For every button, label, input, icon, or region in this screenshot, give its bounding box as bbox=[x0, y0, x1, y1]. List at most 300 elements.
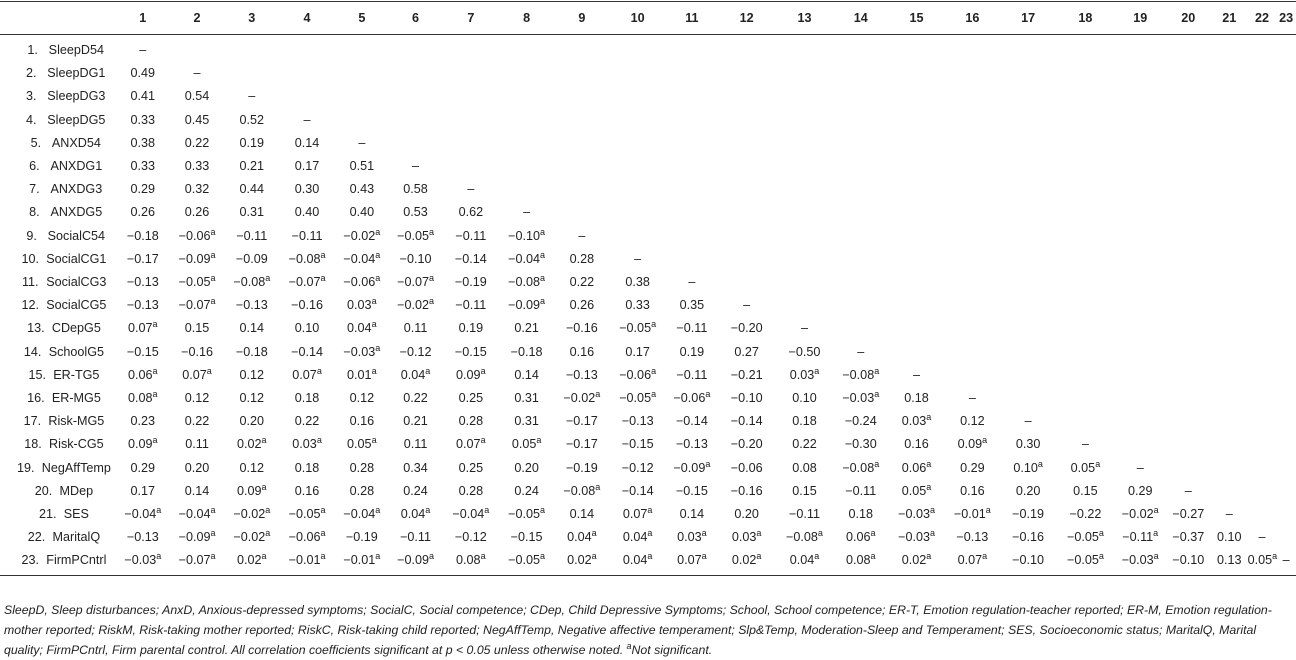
cell-value: −0.08 bbox=[842, 460, 875, 475]
not-significant-mark: a bbox=[261, 551, 267, 562]
table-cell bbox=[225, 433, 278, 456]
cell-value: −0.06 bbox=[288, 530, 321, 545]
table-cell bbox=[169, 433, 225, 456]
table-cell bbox=[776, 109, 833, 132]
variable-name: SleepD54 bbox=[48, 43, 104, 57]
cell-value: 0.02 bbox=[237, 437, 262, 452]
row-label bbox=[0, 294, 117, 317]
not-significant-mark: a bbox=[982, 551, 988, 562]
not-significant-mark: a bbox=[817, 528, 823, 539]
table-cell bbox=[1056, 109, 1114, 132]
cell-value: 0.06 bbox=[846, 530, 871, 545]
not-significant-mark: a bbox=[484, 505, 490, 516]
cell-value: −0.09 bbox=[178, 530, 211, 545]
not-significant-mark: a bbox=[265, 273, 271, 284]
table-cell bbox=[169, 503, 225, 526]
cell-value: – bbox=[1081, 437, 1089, 452]
cell-value: 0.16 bbox=[294, 483, 320, 498]
not-significant-mark: a bbox=[152, 319, 158, 330]
variable-name: SocialCG1 bbox=[46, 251, 107, 266]
table-cell bbox=[717, 480, 775, 503]
cell-value: 0.11 bbox=[185, 437, 209, 452]
row-label bbox=[0, 549, 117, 575]
table-row bbox=[0, 526, 1296, 549]
cell-value: −0.19 bbox=[345, 530, 378, 545]
cell-value: −0.02 bbox=[1121, 507, 1154, 522]
cell-value: 0.12 bbox=[239, 460, 265, 475]
not-significant-mark: a bbox=[540, 551, 546, 562]
column-header: 4 bbox=[278, 2, 335, 35]
table-cell bbox=[498, 132, 554, 155]
table-cell bbox=[225, 132, 278, 155]
table-cell bbox=[1056, 364, 1114, 387]
cell-value: 0.32 bbox=[184, 182, 210, 197]
table-cell bbox=[833, 201, 888, 224]
table-cell bbox=[945, 480, 1000, 503]
not-significant-mark: a bbox=[265, 505, 271, 516]
cell-value: 0.28 bbox=[458, 414, 484, 429]
table-cell bbox=[1000, 201, 1056, 224]
variable-name: MaritalQ bbox=[52, 530, 101, 545]
not-significant-mark: a bbox=[651, 365, 657, 376]
cell-value: – bbox=[412, 159, 420, 174]
table-cell bbox=[117, 201, 169, 224]
table-cell bbox=[336, 109, 388, 132]
table-cell bbox=[555, 225, 609, 248]
row-number: 10. bbox=[21, 251, 39, 266]
table-cell bbox=[945, 387, 1000, 410]
cell-value: – bbox=[467, 182, 475, 197]
cell-value: −0.07 bbox=[288, 275, 321, 290]
table-cell bbox=[945, 549, 1000, 575]
table-cell bbox=[833, 457, 888, 480]
table-row bbox=[0, 62, 1296, 85]
variable-name: ANXDG5 bbox=[50, 205, 103, 220]
table-cell bbox=[666, 433, 717, 456]
not-significant-mark: a bbox=[371, 319, 377, 330]
cell-value: 0.09 bbox=[128, 437, 153, 452]
not-significant-mark: a bbox=[982, 435, 988, 446]
table-cell bbox=[555, 341, 609, 364]
row-number: 6. bbox=[29, 159, 40, 174]
table-cell bbox=[555, 85, 609, 108]
not-significant-mark: a bbox=[540, 273, 546, 284]
row-number: 19. bbox=[17, 460, 35, 475]
cell-value: −0.12 bbox=[399, 344, 432, 359]
table-cell bbox=[1056, 410, 1114, 433]
table-cell bbox=[336, 457, 388, 480]
table-cell bbox=[1000, 35, 1056, 63]
table-cell bbox=[833, 526, 888, 549]
table-cell bbox=[555, 433, 609, 456]
table-cell bbox=[336, 364, 388, 387]
table-cell bbox=[1211, 225, 1248, 248]
cell-value: 0.33 bbox=[184, 159, 210, 174]
table-cell bbox=[1166, 178, 1211, 201]
column-header: 1 bbox=[117, 2, 169, 35]
table-cell bbox=[117, 480, 169, 503]
cell-value: 0.18 bbox=[792, 414, 817, 429]
cell-value: 0.41 bbox=[130, 89, 156, 104]
not-significant-mark: a bbox=[595, 481, 601, 492]
cell-value: −0.24 bbox=[844, 414, 877, 429]
not-significant-mark: a bbox=[371, 435, 377, 446]
not-significant-mark: a bbox=[540, 226, 546, 237]
table-cell bbox=[1056, 387, 1114, 410]
table-cell bbox=[443, 271, 498, 294]
table-cell bbox=[117, 132, 169, 155]
variable-name: SleepDG3 bbox=[47, 89, 106, 104]
cell-value: 0.03 bbox=[292, 437, 317, 452]
cell-value: −0.05 bbox=[397, 228, 429, 243]
table-cell bbox=[888, 178, 944, 201]
not-significant-mark: a bbox=[210, 273, 216, 284]
table-cell bbox=[1211, 503, 1248, 526]
variable-name: SocialCG5 bbox=[46, 298, 107, 313]
table-cell bbox=[717, 364, 775, 387]
table-cell bbox=[388, 155, 443, 178]
cell-value: 0.03 bbox=[347, 298, 372, 313]
table-cell bbox=[225, 178, 278, 201]
table-cell bbox=[278, 433, 335, 456]
table-cell bbox=[1000, 480, 1056, 503]
table-cell bbox=[117, 364, 169, 387]
table-cell bbox=[1276, 85, 1296, 108]
table-cell bbox=[776, 503, 833, 526]
table-cell bbox=[336, 155, 388, 178]
table-row bbox=[0, 433, 1296, 456]
table-cell bbox=[1115, 271, 1166, 294]
table-cell bbox=[443, 85, 498, 108]
table-cell bbox=[717, 109, 775, 132]
table-cell bbox=[1166, 132, 1211, 155]
table-cell bbox=[278, 294, 335, 317]
cell-value: 0.26 bbox=[130, 205, 156, 220]
table-cell bbox=[1248, 457, 1277, 480]
cell-value: −0.20 bbox=[730, 321, 763, 336]
cell-value: −0.04 bbox=[178, 507, 211, 522]
cell-value: 0.34 bbox=[403, 460, 428, 475]
cell-value: 0.29 bbox=[130, 182, 156, 197]
cell-value: – bbox=[248, 89, 256, 104]
cell-value: −0.17 bbox=[565, 414, 598, 429]
table-cell bbox=[1276, 549, 1296, 575]
table-cell bbox=[555, 410, 609, 433]
table-cell bbox=[1056, 294, 1114, 317]
footnote-mark: a bbox=[626, 641, 632, 651]
not-significant-mark: a bbox=[1153, 551, 1159, 562]
table-cell bbox=[1115, 155, 1166, 178]
table-cell bbox=[1211, 364, 1248, 387]
table-cell bbox=[666, 387, 717, 410]
row-label bbox=[0, 132, 117, 155]
table-cell bbox=[498, 387, 554, 410]
cell-value: 0.21 bbox=[403, 414, 428, 429]
column-header: 6 bbox=[388, 2, 443, 35]
cell-value: 0.27 bbox=[734, 344, 759, 359]
table-cell bbox=[225, 294, 278, 317]
cell-value: −0.07 bbox=[397, 275, 429, 290]
cell-value: −0.09 bbox=[397, 553, 429, 568]
cell-value: 0.20 bbox=[184, 460, 210, 475]
table-cell bbox=[888, 62, 944, 85]
not-significant-mark: a bbox=[870, 528, 876, 539]
cell-value: −0.02 bbox=[563, 391, 596, 406]
not-significant-mark: a bbox=[210, 528, 216, 539]
table-cell bbox=[776, 549, 833, 575]
table-cell bbox=[1211, 248, 1248, 271]
table-cell bbox=[336, 294, 388, 317]
cell-value: −0.03 bbox=[1121, 553, 1154, 568]
table-cell bbox=[945, 526, 1000, 549]
cell-value: – bbox=[688, 275, 696, 290]
cell-value: 0.21 bbox=[239, 159, 265, 174]
cell-value: 0.17 bbox=[130, 483, 156, 498]
table-cell bbox=[666, 480, 717, 503]
cell-value: – bbox=[303, 112, 311, 127]
table-cell bbox=[1166, 433, 1211, 456]
table-cell bbox=[609, 457, 666, 480]
table-cell bbox=[388, 62, 443, 85]
cell-value: 0.30 bbox=[294, 182, 320, 197]
column-header: 13 bbox=[776, 2, 833, 35]
table-cell bbox=[1000, 109, 1056, 132]
table-cell bbox=[388, 549, 443, 575]
cell-value: −0.11 bbox=[455, 298, 487, 313]
table-cell bbox=[1166, 155, 1211, 178]
row-label bbox=[0, 178, 117, 201]
table-cell bbox=[225, 549, 278, 575]
cell-value: −0.14 bbox=[454, 251, 487, 266]
table-cell bbox=[443, 457, 498, 480]
table-cell bbox=[1115, 294, 1166, 317]
table-cell bbox=[945, 317, 1000, 340]
table-cell bbox=[498, 341, 554, 364]
table-cell bbox=[555, 109, 609, 132]
table-cell bbox=[717, 549, 775, 575]
table-cell bbox=[443, 503, 498, 526]
not-significant-mark: a bbox=[428, 226, 434, 237]
cell-value: 0.04 bbox=[622, 553, 648, 568]
table-cell bbox=[169, 201, 225, 224]
table-cell bbox=[169, 480, 225, 503]
table-cell bbox=[717, 248, 775, 271]
cell-value: – bbox=[358, 135, 366, 150]
table-cell bbox=[169, 410, 225, 433]
table-cell bbox=[498, 248, 554, 271]
table-cell bbox=[169, 271, 225, 294]
table-cell bbox=[225, 155, 278, 178]
table-cell bbox=[388, 341, 443, 364]
table-cell bbox=[1276, 155, 1296, 178]
table-cell bbox=[498, 294, 554, 317]
table-cell bbox=[336, 433, 388, 456]
table-cell bbox=[278, 480, 335, 503]
header-corner bbox=[0, 2, 117, 35]
not-significant-mark: a bbox=[156, 505, 162, 516]
cell-value: −0.13 bbox=[956, 530, 989, 545]
table-cell bbox=[609, 294, 666, 317]
table-cell bbox=[1276, 248, 1296, 271]
table-cell bbox=[833, 433, 888, 456]
table-cell bbox=[498, 178, 554, 201]
table-cell bbox=[717, 132, 775, 155]
table-cell bbox=[833, 294, 888, 317]
not-significant-mark: a bbox=[320, 273, 326, 284]
table-cell bbox=[336, 85, 388, 108]
table-cell bbox=[1248, 526, 1277, 549]
cell-value: – bbox=[800, 321, 808, 336]
table-row bbox=[0, 457, 1296, 480]
table-cell bbox=[278, 503, 335, 526]
table-cell bbox=[776, 271, 833, 294]
table-cell bbox=[776, 85, 833, 108]
cell-value: 0.10 bbox=[1013, 460, 1038, 475]
not-significant-mark: a bbox=[428, 296, 434, 307]
variable-name: ER-TG5 bbox=[53, 367, 100, 382]
table-cell bbox=[1276, 271, 1296, 294]
table-cell bbox=[388, 248, 443, 271]
not-significant-mark: a bbox=[371, 296, 377, 307]
table-cell bbox=[1276, 341, 1296, 364]
cell-value: −0.02 bbox=[397, 298, 429, 313]
not-significant-mark: a bbox=[316, 435, 322, 446]
table-cell bbox=[1211, 132, 1248, 155]
table-cell bbox=[1211, 85, 1248, 108]
table-cell bbox=[1166, 201, 1211, 224]
table-cell bbox=[388, 201, 443, 224]
table-cell bbox=[555, 155, 609, 178]
table-cell bbox=[443, 155, 498, 178]
cell-value: 0.12 bbox=[239, 391, 265, 406]
cell-value: −0.08 bbox=[786, 530, 818, 545]
table-cell bbox=[609, 178, 666, 201]
table-cell bbox=[555, 294, 609, 317]
table-cell bbox=[666, 248, 717, 271]
table-cell bbox=[388, 85, 443, 108]
table-cell bbox=[117, 433, 169, 456]
row-label bbox=[0, 317, 117, 340]
row-number: 12. bbox=[21, 298, 39, 313]
cell-value: −0.03 bbox=[124, 553, 157, 568]
table-cell bbox=[609, 132, 666, 155]
cell-value: 0.08 bbox=[456, 553, 481, 568]
table-cell bbox=[945, 271, 1000, 294]
cell-value: 0.14 bbox=[514, 367, 539, 382]
table-cell bbox=[443, 433, 498, 456]
table-cell bbox=[776, 178, 833, 201]
table-cell bbox=[666, 178, 717, 201]
table-cell bbox=[117, 155, 169, 178]
cell-value: −0.16 bbox=[181, 344, 213, 359]
table-cell bbox=[278, 364, 335, 387]
table-cell bbox=[278, 341, 335, 364]
table-cell bbox=[609, 109, 666, 132]
cell-value: −0.17 bbox=[126, 251, 159, 266]
table-cell bbox=[169, 132, 225, 155]
table-cell bbox=[717, 387, 775, 410]
table-cell bbox=[1056, 201, 1114, 224]
cell-value: 0.35 bbox=[679, 298, 705, 313]
table-cell bbox=[1276, 294, 1296, 317]
cell-value: −0.05 bbox=[619, 391, 652, 406]
table-cell bbox=[443, 225, 498, 248]
table-cell bbox=[1000, 248, 1056, 271]
row-number: 8. bbox=[29, 205, 40, 220]
table-cell bbox=[945, 225, 1000, 248]
table-cell bbox=[498, 85, 554, 108]
table-cell bbox=[1166, 225, 1211, 248]
table-cell bbox=[388, 317, 443, 340]
cell-value: 0.14 bbox=[679, 507, 705, 522]
cell-value: 0.07 bbox=[622, 507, 648, 522]
correlation-table bbox=[0, 1, 1296, 576]
table-cell bbox=[225, 248, 278, 271]
table-cell bbox=[1248, 410, 1277, 433]
table-cell bbox=[1276, 364, 1296, 387]
table-cell bbox=[1211, 387, 1248, 410]
row-number: 20. bbox=[34, 483, 53, 498]
table-cell bbox=[1166, 317, 1211, 340]
table-cell bbox=[1056, 503, 1114, 526]
table-cell bbox=[555, 364, 609, 387]
row-number: 22. bbox=[27, 530, 46, 545]
table-cell bbox=[555, 549, 609, 575]
row-label bbox=[0, 201, 117, 224]
row-label bbox=[0, 155, 117, 178]
cell-value: 0.05 bbox=[347, 437, 372, 452]
table-cell bbox=[1056, 35, 1114, 63]
table-cell bbox=[1248, 503, 1277, 526]
cell-value: 0.20 bbox=[1015, 483, 1041, 498]
cell-value: −0.07 bbox=[178, 553, 211, 568]
column-header: 7 bbox=[443, 2, 498, 35]
cell-value: 0.19 bbox=[458, 321, 484, 336]
variable-name: CDepG5 bbox=[51, 321, 101, 336]
table-cell bbox=[717, 457, 775, 480]
table-cell bbox=[1248, 155, 1277, 178]
row-number: 7. bbox=[29, 182, 40, 197]
cell-value: −0.14 bbox=[621, 483, 654, 498]
row-label bbox=[0, 457, 117, 480]
cell-value: 0.20 bbox=[514, 460, 539, 475]
cell-value: 0.02 bbox=[567, 553, 592, 568]
table-cell bbox=[498, 526, 554, 549]
not-significant-mark: a bbox=[926, 458, 932, 469]
row-label bbox=[0, 364, 117, 387]
not-significant-mark: a bbox=[375, 226, 381, 237]
not-significant-mark: a bbox=[874, 365, 880, 376]
cell-value: 0.04 bbox=[567, 530, 592, 545]
table-cell bbox=[498, 62, 554, 85]
cell-value: 0.08 bbox=[846, 553, 871, 568]
table-cell bbox=[833, 503, 888, 526]
not-significant-mark: a bbox=[320, 551, 326, 562]
cell-value: −0.09 bbox=[673, 460, 706, 475]
table-cell bbox=[1166, 35, 1211, 63]
cell-value: 0.38 bbox=[130, 135, 156, 150]
row-number: 11. bbox=[21, 275, 39, 290]
table-cell bbox=[1166, 364, 1211, 387]
column-header: 18 bbox=[1056, 2, 1114, 35]
table-cell bbox=[1115, 526, 1166, 549]
table-cell bbox=[225, 35, 278, 63]
row-number: 9. bbox=[26, 228, 37, 243]
cell-value: 0.33 bbox=[625, 298, 650, 313]
cell-value: 0.04 bbox=[400, 507, 426, 522]
table-cell bbox=[117, 109, 169, 132]
not-significant-mark: a bbox=[316, 365, 322, 376]
